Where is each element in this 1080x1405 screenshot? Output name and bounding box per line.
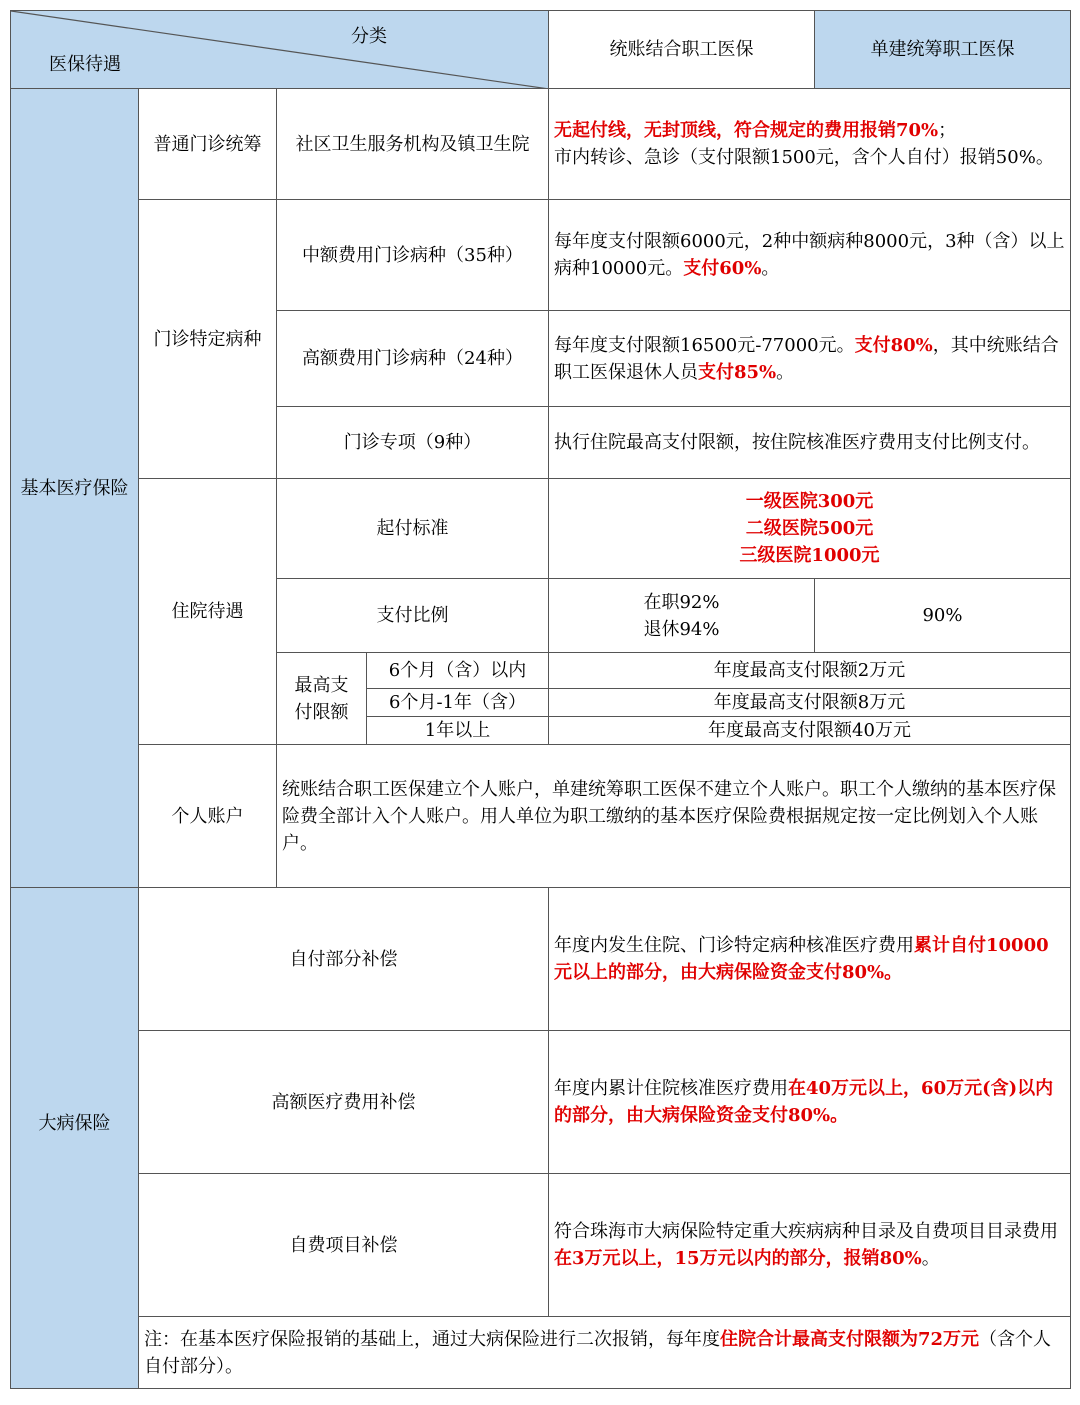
limit-label-text: 最高支付限额 (294, 674, 349, 723)
row-general-outpatient (11, 89, 1071, 200)
ratio-label: 支付比例 (277, 579, 549, 653)
serious-2-desc (549, 1031, 1071, 1174)
header-benefit: 医保待遇 (49, 54, 121, 75)
row-personal-account (11, 745, 1071, 888)
serious-1-desc (549, 888, 1071, 1031)
special-high-red: 支付80% (854, 334, 933, 356)
row-special-mid (11, 200, 1071, 311)
special-mid-red: 支付60% (683, 258, 762, 279)
ratio-active: 在职92% (643, 591, 720, 613)
header-row (11, 11, 1071, 89)
special-high-name: 高额费用门诊病种（24种） (277, 311, 549, 407)
personal-account-text: 统账结合职工医保建立个人账户，单建统筹职工医保不建立个人账户。职工个人缴纳的基本医疗保险费全部计入个人账户。用人单位为职工缴纳的基本医疗保险费根据规定按一定比例划入个人账户。 (277, 745, 1071, 888)
general-outpatient-desc-rest: 市内转诊、急诊（支付限额1500元，含个人自付）报销50%。 (554, 147, 1054, 168)
note-red: 住院合计最高支付限额为72万元 (720, 1328, 980, 1350)
special-mid-name: 中额费用门诊病种（35种） (277, 200, 549, 311)
limit-period-3: 1年以上 (367, 717, 549, 745)
special-high-red2: 支付85% (698, 361, 777, 383)
header-col1: 统账结合职工医保 (549, 11, 815, 89)
special-high-text: 每年度支付限额16500元-77000元。 (554, 334, 855, 356)
limit-value-1: 年度最高支付限额2万元 (549, 653, 1071, 689)
deductible-values (549, 479, 1071, 579)
limit-period-1: 6个月（含）以内 (367, 653, 549, 689)
special-high-desc (549, 311, 1071, 407)
limit-value-3: 年度最高支付限额40万元 (549, 717, 1071, 745)
deductible-level3: 三级医院1000元 (739, 545, 880, 566)
serious-insurance-label: 大病保险 (11, 888, 139, 1389)
header-col2: 单建统筹职工医保 (815, 11, 1071, 89)
general-outpatient-desc-sep: ； (938, 120, 957, 141)
note-text (139, 1317, 1071, 1389)
row-serious-1 (11, 888, 1071, 1031)
personal-account-label: 个人账户 (139, 745, 277, 888)
general-outpatient-sub: 社区卫生服务机构及镇卫生院 (277, 89, 549, 200)
limit-period-2: 6个月-1年（含） (367, 689, 549, 717)
benefits-table (10, 10, 1071, 1389)
ratio-col1 (549, 579, 815, 653)
row-note (11, 1317, 1071, 1389)
serious-3-text: 符合珠海市大病保险特定重大疾病病种目录及自费项目目录费用 (554, 1221, 1058, 1242)
limit-label (277, 653, 367, 745)
special-outpatient-label: 门诊特定病种 (139, 200, 277, 479)
deductible-label: 起付标准 (277, 479, 549, 579)
special-item-name: 门诊专项（9种） (277, 407, 549, 479)
serious-1-red: 累计自付10000元以上的部分，由大病保险资金支付80%。 (554, 935, 1049, 983)
basic-insurance-label: 基本医疗保险 (11, 89, 139, 888)
row-serious-3 (11, 1174, 1071, 1317)
ratio-retired: 退休94% (643, 618, 720, 640)
deductible-level2: 二级医院500元 (745, 518, 874, 539)
special-high-tail: 。 (776, 361, 795, 383)
diagonal-header-cell (11, 11, 549, 89)
serious-3-tail: 。 (921, 1248, 940, 1269)
deductible-level1: 一级医院300元 (745, 491, 874, 512)
row-serious-2 (11, 1031, 1071, 1174)
serious-3-desc (549, 1174, 1071, 1317)
ratio-col2: 90% (815, 579, 1071, 653)
serious-1-text: 年度内发生住院、门诊特定病种核准医疗费用 (554, 935, 914, 956)
special-mid-text: 每年度支付限额6000元，2种中额病种8000元，3种（含）以上病种10000元。 (554, 231, 1065, 279)
note-main: 注：在基本医疗保险报销的基础上，通过大病保险进行二次报销，每年度 (144, 1328, 720, 1350)
general-outpatient-desc (549, 89, 1071, 200)
limit-value-2: 年度最高支付限额8万元 (549, 689, 1071, 717)
note-tail: （含个人自付部分）。 (144, 1328, 1052, 1377)
general-outpatient-desc-red: 无起付线，无封顶线，符合规定的费用报销70% (554, 120, 939, 141)
general-outpatient-label: 普通门诊统筹 (139, 89, 277, 200)
special-item-desc: 执行住院最高支付限额，按住院核准医疗费用支付比例支付。 (549, 407, 1071, 479)
row-inpatient-deductible (11, 479, 1071, 579)
serious-3-name: 自费项目补偿 (139, 1174, 549, 1317)
inpatient-label: 住院待遇 (139, 479, 277, 745)
serious-1-name: 自付部分补偿 (139, 888, 549, 1031)
serious-2-red: 在40万元以上，60万元(含)以内的部分，由大病保险资金支付80%。 (554, 1078, 1054, 1126)
special-mid-desc (549, 200, 1071, 311)
special-high-mid: ，其中统账结合职工医保退休人员 (554, 334, 1059, 383)
serious-3-red: 在3万元以上，15万元以内的部分，报销80% (554, 1248, 922, 1269)
header-category: 分类 (351, 26, 387, 47)
serious-2-name: 高额医疗费用补偿 (139, 1031, 549, 1174)
serious-2-text: 年度内累计住院核准医疗费用 (554, 1078, 788, 1099)
special-mid-tail: 。 (761, 258, 780, 279)
